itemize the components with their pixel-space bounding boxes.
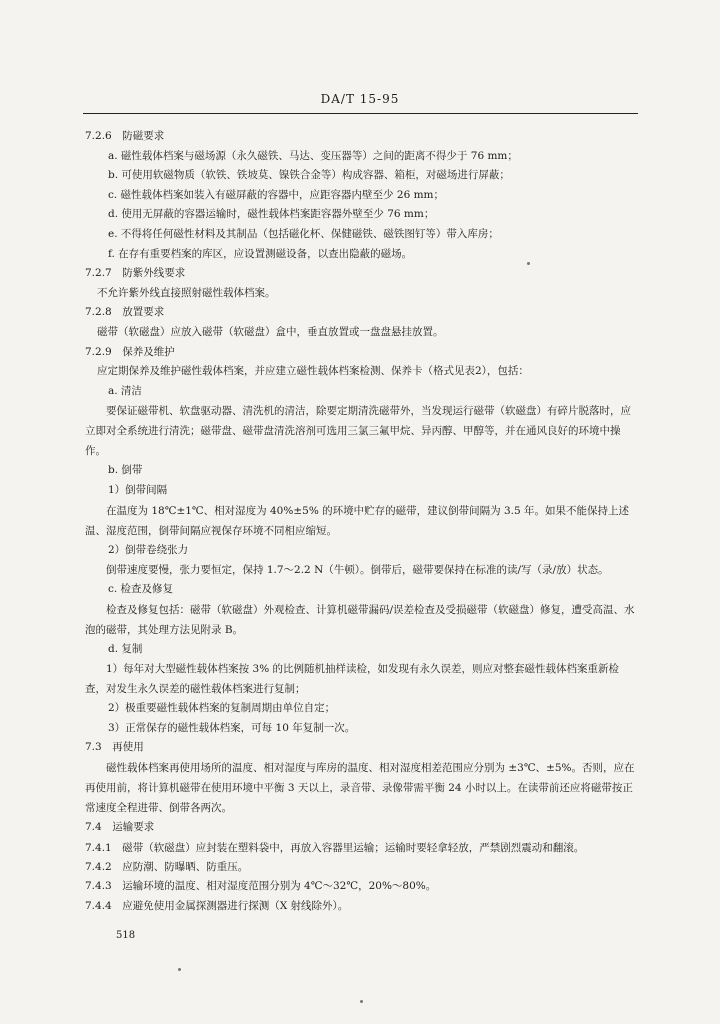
section-7-4-2: 7.4.2 应防潮、防曝晒、防重压。 [85,860,249,873]
list-item: b. 可使用软磁物质（软铁、铁坡莫、镍铁合金等）构成容器、箱柜，对磁场进行屏蔽； [108,169,510,182]
item-b1-title: 1）倒带间隔 [108,483,168,496]
scan-speck [360,1000,363,1003]
section-7-2-8-title: 7.2.8 放置要求 [85,306,165,319]
list-item: c. 磁性载体档案如装入有磁屏蔽的容器中，应距容器内壁至少 26 mm； [108,188,445,201]
item-b2-text: 倒带速度要慢，张力要恒定，保持 1.7～2.2 N（牛顿）。倒带后，磁带要保持在标准的读/写（录/放）状态。 [106,564,609,577]
section-7-2-9-title: 7.2.9 保养及维护 [85,345,175,358]
section-7-2-7-title: 7.2.7 防紫外线要求 [85,267,186,280]
section-7-3-text: 磁性载体档案再使用场所的温度、相对湿度与库房的温度、相对湿度相差范围应分别为 ±3℃、±5%。否则，应在再使用前，将计算机磁带在使用环境中平衡 3 天以上，录音带、录像带需平衡 24 小时以上。在读带前还应将磁带按正常速度全程进带、倒带各两次。 [85,762,635,815]
list-item: d. 使用无屏蔽的容器运输时，磁性载体档案距容器外壁至少 76 mm； [108,208,435,221]
page-number: 518 [116,930,136,941]
list-item: e. 不得将任何磁性材料及其制品（包括磁化杯、保健磁铁、磁铁图钉等）带入库房； [108,227,499,240]
section-7-4-3: 7.4.3 运输环境的温度、相对湿度范围分别为 4℃～32℃，20%～80%。 [85,880,437,893]
item-d2: 2）极重要磁性载体档案的复制周期由单位自定； [108,702,336,715]
item-c-title: c. 检查及修复 [108,583,174,596]
item-a-text: 要保证磁带机、软盘驱动器、清洗机的清洁，除要定期清洗磁带外，当发现运行磁带（软磁盘）有碎片脱落时，应立即对全系统进行清洗；磁带盘、磁带盘清洗溶剂可选用三氯三氟甲烷、异丙醇、甲醇等，并在通风良好的环境中操作。 [85,405,631,458]
list-item: a. 磁性载体档案与磁场源（永久磁铁、马达、变压器等）之间的距离不得少于 76 mm； [108,149,518,162]
item-b1-text: 在温度为 18℃±1℃、相对湿度为 40%±5% 的环境中贮存的磁带，建议倒带间隔为 3.5 年。如果不能保持上述温、湿度范围，倒带间隔应视保存环境不同相应缩短。 [85,504,630,537]
section-7-4-1: 7.4.1 磁带（软磁盘）应封装在塑料袋中，再放入容器里运输；运输时要轻拿轻放，严禁剧烈震动和翻滚。 [85,841,585,854]
document-body [85,127,638,916]
section-7-4-title: 7.4 运输要求 [85,821,155,834]
section-7-2-6-title: 7.2.6 防磁要求 [85,130,165,142]
item-c-text: 检查及修复包括：磁带（软磁盘）外观检查、计算机磁带漏码/误差检查及受损磁带（软磁盘）修复，遭受高温、水泡的磁带，其处理方法见附录 B。 [85,603,635,636]
section-7-3-title: 7.3 再使用 [85,741,144,754]
item-d1: 1）每年对大型磁性载体档案按 3% 的比例随机抽样读检，如发现有永久误差，则应对整套磁性载体档案重新检查，对发生永久误差的磁性载体档案进行复制； [85,663,620,696]
item-a-title: a. 清洁 [108,384,142,397]
item-d-title: d. 复制 [108,642,143,655]
scan-speck [527,262,530,265]
list-item: f. 在存有重要档案的库区，应设置测磁设备，以查出隐蔽的磁场。 [108,247,413,260]
item-b2-title: 2）倒带卷绕张力 [108,543,189,556]
section-7-2-7-text: 不允许紫外线直接照射磁性载体档案。 [97,286,276,299]
section-7-2-9-intro: 应定期保养及维护磁性载体档案，并应建立磁性载体档案检测、保养卡（格式见表2），包括： [97,365,529,378]
scan-speck [178,968,181,971]
item-b-title: b. 倒带 [108,464,143,477]
header-rule [83,113,638,114]
section-7-2-8-text: 磁带（软磁盘）应放入磁带（软磁盘）盒中，垂直放置或一盘盘悬挂放置。 [97,325,444,338]
page-header: DA/T 15-95 [320,92,400,106]
section-7-4-4: 7.4.4 应避免使用金属探测器进行探测（X 射线除外）。 [85,899,349,912]
item-d3: 3）正常保存的磁性载体档案，可每 10 年复制一次。 [108,721,356,734]
